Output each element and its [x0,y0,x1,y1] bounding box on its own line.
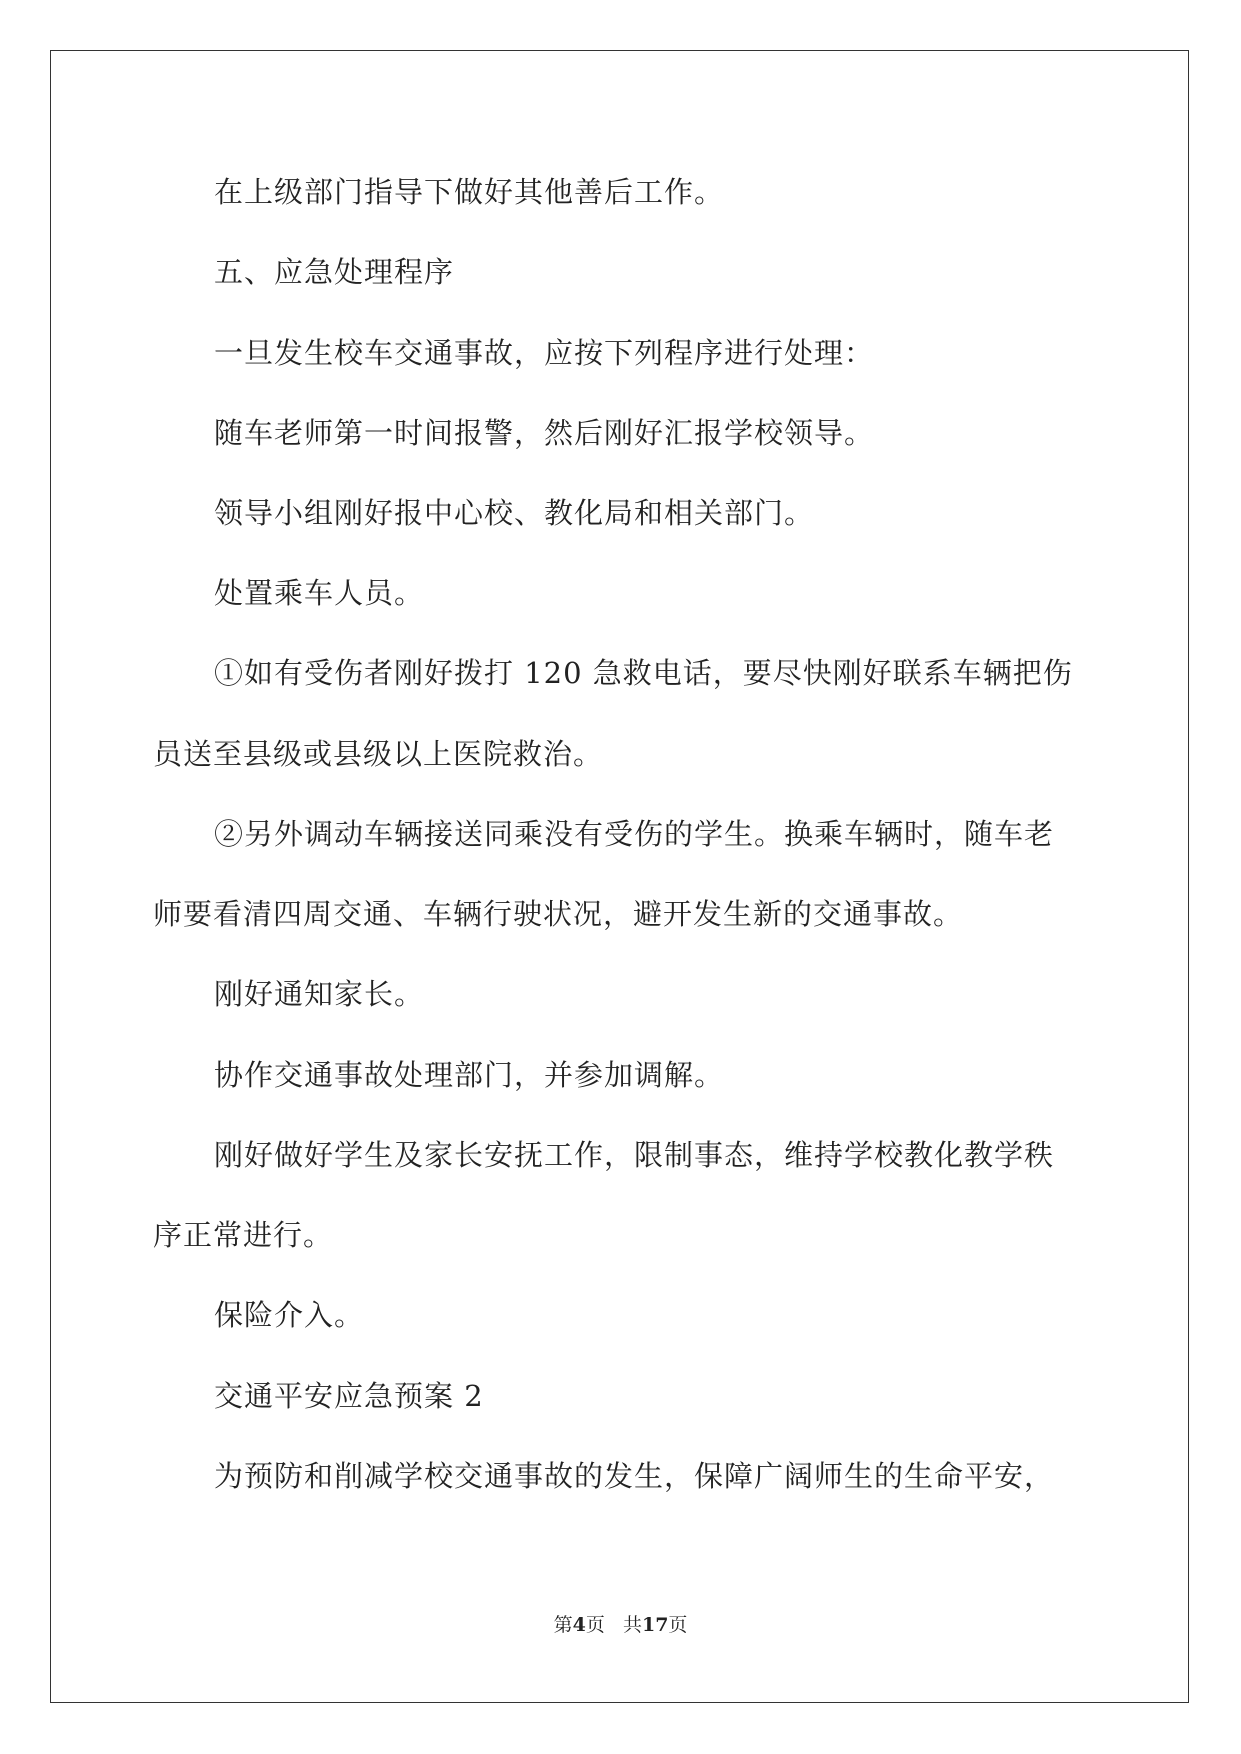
paragraph-line: 序正常进行。 [153,1218,334,1252]
paragraph-line: 员送至县级或县级以上医院救治。 [153,737,604,771]
total-prefix: 共 [622,1614,642,1636]
page-prefix: 第 [553,1614,573,1636]
paragraph-line: 师要看清四周交通、车辆行驶状况，避开发生新的交通事故。 [153,897,964,931]
paragraph-line: 为预防和削减学校交通事故的发生，保障广阔师生的生命平安， [214,1459,1055,1493]
page-total: 17 [641,1614,669,1636]
paragraph-line: 在上级部门指导下做好其他善后工作。 [214,175,725,209]
paragraph-line: 随车老师第一时间报警，然后刚好汇报学校领导。 [214,416,875,450]
paragraph-line: 保险介入。 [214,1298,365,1332]
section-heading: 交通平安应急预案 2 [214,1379,484,1413]
total-unit: 页 [668,1614,688,1636]
paragraph-line: 协作交通事故处理部门，并参加调解。 [214,1058,725,1092]
paragraph-line: 刚好通知家长。 [214,977,425,1011]
paragraph-line: ①如有受伤者刚好拨打 120 急救电话，要尽快刚好联系车辆把伤 [214,656,1073,690]
page-current: 4 [572,1614,586,1636]
section-heading: 五、应急处理程序 [214,255,455,289]
page-unit: 页 [585,1614,605,1636]
paragraph-line: 刚好做好学生及家长安抚工作，限制事态，维持学校教化教学秩 [214,1138,1055,1172]
page-footer [0,1612,1241,1638]
paragraph-line: 一旦发生校车交通事故，应按下列程序进行处理： [214,336,875,370]
paragraph-line: 领导小组刚好报中心校、教化局和相关部门。 [214,496,815,530]
paragraph-line: 处置乘车人员。 [214,576,425,610]
paragraph-line: ②另外调动车辆接送同乘没有受伤的学生。换乘车辆时，随车老 [214,817,1055,851]
